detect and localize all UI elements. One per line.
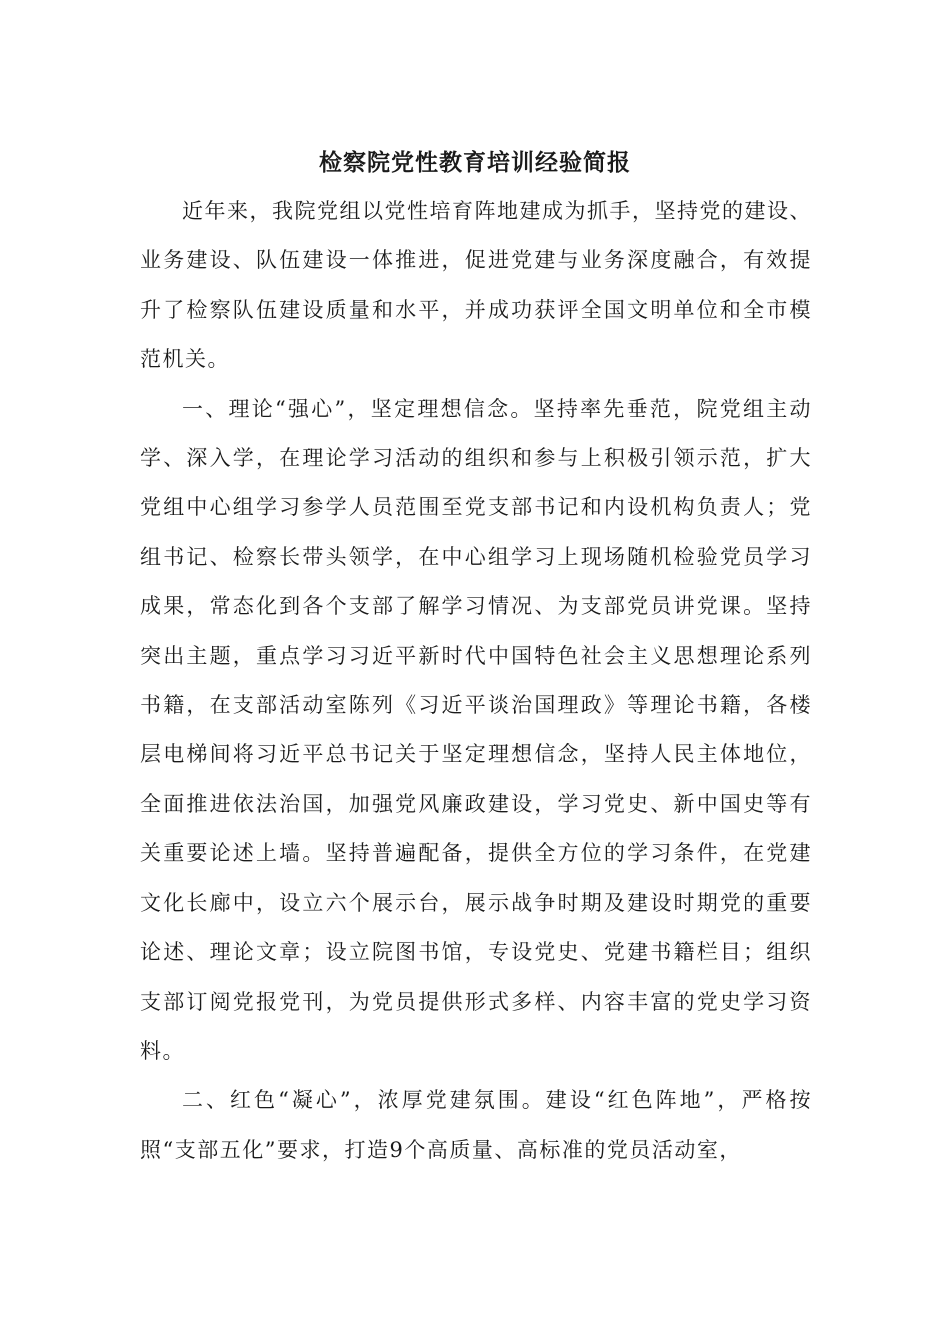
section-one-paragraph: 一、理论“强心”，坚定理想信念。坚持率先垂范，院党组主动学、深入学，在理论学习活动的组织和参与上积极引领示范，扩大党组中心组学习参学人员范围至党支部书记和内设机构负责人；党组书记、检察长带头领学，在中心组学习上现场随机检验党员学习成果，常态化到各个支部了解学习情况、为支部党员讲党课。坚持突出主题，重点学习习近平新时代中国特色社会主义思想理论系列书籍，在支部活动室陈列《习近平谈治国理政》等理论书籍，各楼层电梯间将习近平总书记关于坚定理想信念，坚持人民主体地位，全面推进依法治国，加强党风廉政建设，学习党史、新中国史等有关重要论述上墙。坚持普遍配备，提供全方位的学习条件，在党建文化长廊中，设立六个展示台，展示战争时期及建设时期党的重要论述、理论文章；设立院图书馆，专设党史、党建书籍栏目；组织支部订阅党报党刊，为党员提供形式多样、内容丰富的党史学习资料。 [140, 396, 812, 1063]
document-title: 检察院党性教育培训经验简报 [319, 149, 631, 176]
section-two-paragraph: 二、红色“凝心”，浓厚党建氛围。建设“红色阵地”，严格按照“支部五化”要求，打造9个高质量、高标准的党员活动室， [140, 1088, 812, 1162]
intro-paragraph: 近年来，我院党组以党性培育阵地建成为抓手，坚持党的建设、业务建设、队伍建设一体推进，促进党建与业务深度融合，有效提升了检察队伍建设质量和水平，并成功获评全国文明单位和全市模范机关。 [140, 199, 812, 372]
document-body [140, 187, 812, 1175]
